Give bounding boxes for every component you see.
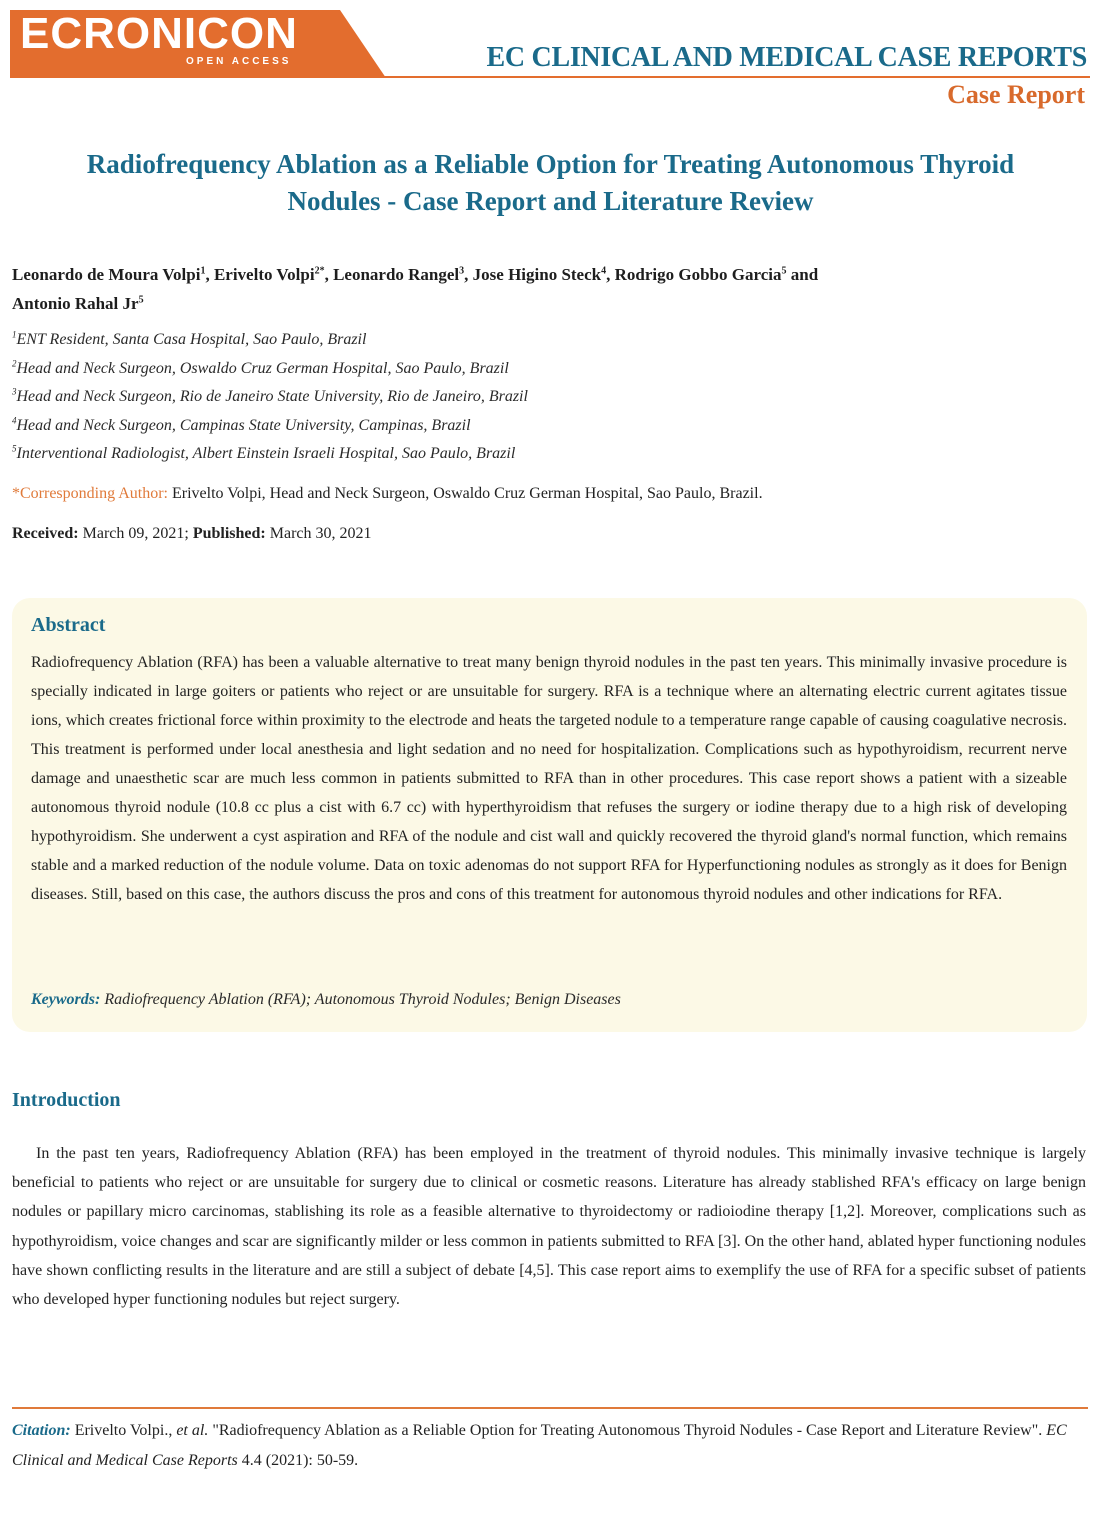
corresponding-author-label: *Corresponding Author:: [12, 485, 168, 502]
received-date: March 09, 2021;: [82, 525, 189, 542]
author: Jose Higino Steck$^4$,: [472, 265, 615, 284]
corresponding-author: [12, 482, 1092, 506]
affiliation-item: $^5$Interventional Radiologist, Albert Einstein Israeli Hospital, Sao Paulo, Brazil: [12, 443, 516, 462]
published-date: March 30, 2021: [269, 525, 372, 542]
citation-journal: EC Clinical and Medical Case Reports: [12, 1422, 1067, 1469]
citation-label: Citation:: [12, 1422, 71, 1439]
logo-subtext: OPEN ACCESS: [186, 56, 292, 67]
article-title: Radiofrequency Ablation as a Reliable Option for Treating Autonomous Thyroid Nodules - Case Report and Literature Review: [86, 149, 1015, 216]
author: Leonardo Rangel$^3$,: [333, 265, 473, 284]
keywords-label: Keywords:: [31, 991, 101, 1008]
keywords: [31, 988, 1067, 1012]
author-list: [12, 260, 1072, 318]
introduction-text: In the past ten years, Radiofrequency Ablation (RFA) has been employed in the treatment of thyroid nodules. This minimally invasive technique is largely beneficial to patients who reject or are unsuitable for surgery due to clinical or cosmetic reasons. Literature has already stablished RFA's efficacy on large benign nodules or papillary micro carcinomas, stablishing its role as a feasible alternative to thyroidectomy or radioiodine therapy [1,2]. Moreover, complications such as hypothyroidism, voice changes and scar are significantly milder or less common in patients submitted to RFA [3]. On the other hand, ablated hyper functioning nodules have shown conflicting results in the literature and are still a subject of debate [4,5]. This case report aims to exemplify the use of RFA for a specific subset of patients who developed hyper functioning nodules but reject surgery.: [12, 1145, 1086, 1309]
keywords-text: Radiofrequency Ablation (RFA); Autonomous Thyroid Nodules; Benign Diseases: [104, 991, 621, 1008]
affiliations: [12, 326, 1072, 469]
affiliation-item: $^1$ENT Resident, Santa Casa Hospital, Sao Paulo, Brazil: [12, 329, 367, 348]
affiliation-item: $^4$Head and Neck Surgeon, Campinas State University, Campinas, Brazil: [12, 415, 471, 434]
corresponding-author-text: Erivelto Volpi, Head and Neck Surgeon, Oswaldo Cruz German Hospital, Sao Paulo, Brazil.: [172, 485, 763, 502]
affiliation-item: $^2$Head and Neck Surgeon, Oswaldo Cruz German Hospital, Sao Paulo, Brazil: [12, 358, 509, 377]
article-type: Case Report: [947, 80, 1085, 109]
header-divider: [300, 76, 1090, 78]
abstract-text: Radiofrequency Ablation (RFA) has been a valuable alternative to treat many benign thyroid nodules in the past ten years. This minimally invasive procedure is specially indicated in large goiters or patients who reject or are unsuitable for surgery. RFA is a technique where an alternating electric current agitates tissue ions, which creates frictional force within proximity to the electrode and heats the targeted nodule to a temperature range capable of causing coagulative necrosis. This treatment is performed under local anesthesia and light sedation and no need for hospitalization. Complications such as hypothyroidism, recurrent nerve damage and unaesthetic scar are much less common in patients submitted to RFA than in other procedures. This case report shows a patient with a sizeable autonomous thyroid nodule (10.8 cc plus a cist with 6.7 cc) with hyperthyroidism that refuses the surgery or iodine therapy due to a high risk of developing hypothyroidism. She underwent a cyst aspiration and RFA of the nodule and cist wall and quickly recovered the thyroid gland's normal function, which remains stable and a marked reduction of the nodule volume. Data on toxic adenomas do not support RFA for Hyperfunctioning nodules as strongly as it does for Benign diseases. Still, based on this case, the authors discuss the pros and cons of this treatment for autonomous thyroid nodules and other indications for RFA.: [31, 654, 1067, 903]
introduction-heading: Introduction: [12, 1089, 121, 1111]
author: Rodrigo Gobbo Garcia$^5$ and: [614, 265, 819, 284]
affiliation-item: $^3$Head and Neck Surgeon, Rio de Janeiro State University, Rio de Janeiro, Brazil: [12, 386, 528, 405]
logo-wordmark: ECRONICON: [20, 9, 298, 58]
author: Antonio Rahal Jr$^5$: [12, 294, 144, 313]
publication-dates: Received: March 09, 2021; Published: March 30, 2021: [12, 525, 372, 542]
citation: Citation: Erivelto Volpi., et al. "Radiofrequency Ablation as a Reliable Option for Treating Autonomous Thyroid Nodules - Case Report and Literature Review". EC Clinical and Medical Case Reports 4.4 (2021): 50-59.: [12, 1422, 1067, 1469]
author: Erivelto Volpi$^{2*}$,: [213, 265, 334, 284]
author: Leonardo de Moura Volpi$^1$,: [12, 265, 214, 284]
abstract-heading: Abstract: [31, 614, 106, 636]
journal-name: EC CLINICAL AND MEDICAL CASE REPORTS: [486, 42, 1087, 73]
citation-divider: [12, 1407, 1088, 1409]
